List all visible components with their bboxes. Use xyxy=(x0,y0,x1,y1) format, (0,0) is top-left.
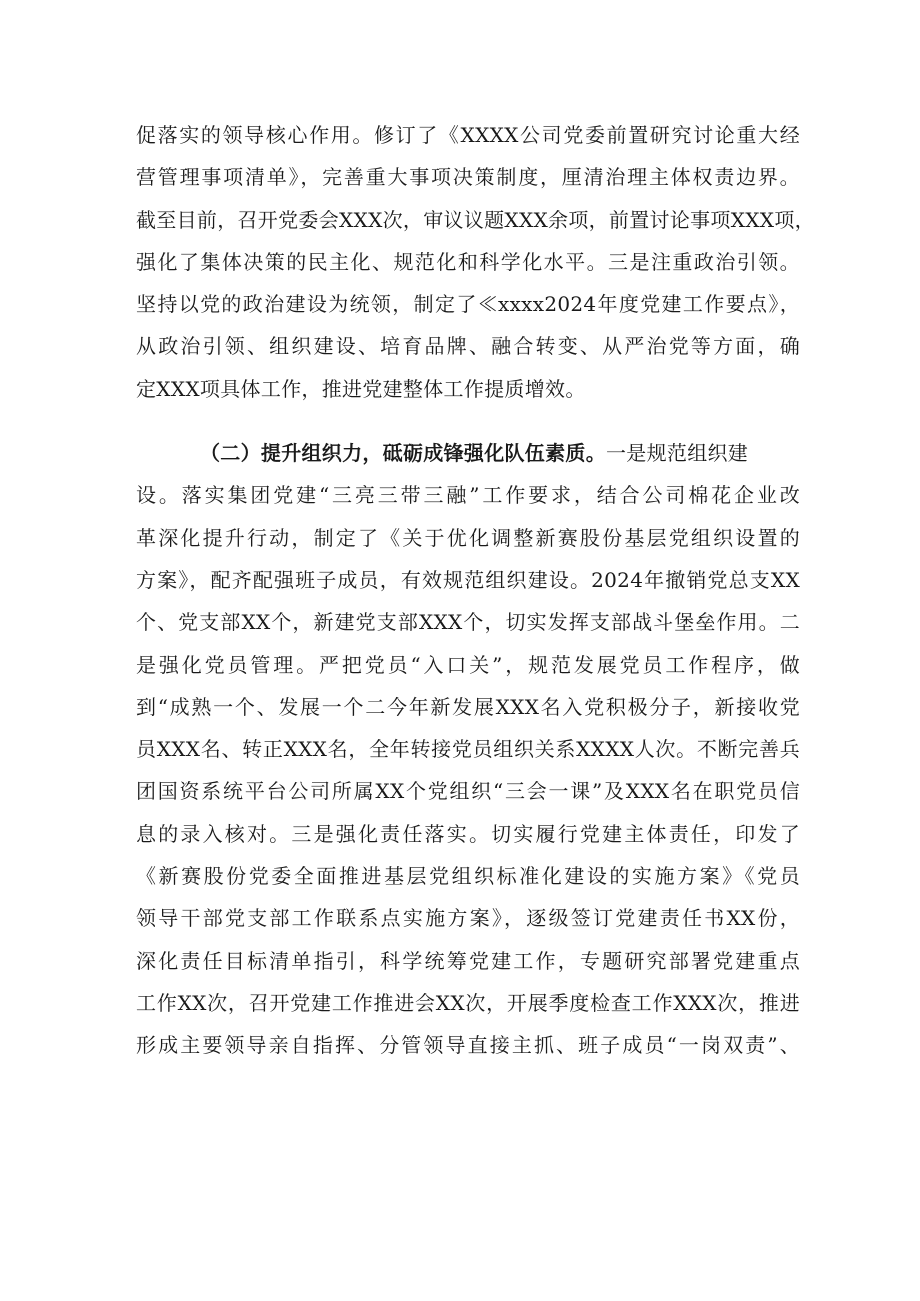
paragraph-line: 形成主要领导亲自指挥、分管领导直接主抓、班子成员“一岗双责”、 xyxy=(136,1033,800,1058)
paragraph-line: 设。落实集团党建“三亮三带三融”工作要求，结合公司棉花企业改 xyxy=(136,483,800,508)
paragraph-line: 是强化党员管理。严把党员“入口关”，规范发展党员工作程序，做 xyxy=(136,652,800,677)
paragraph-line: 工作XX次，召开党建工作推进会XX次，开展季度检查工作XXX次，推进 xyxy=(136,990,800,1015)
paragraph-line: 息的录入核对。三是强化责任落实。切实履行党建主体责任，印发了 xyxy=(136,821,800,846)
paragraph-line: 个、党支部XX个，新建党支部XXX个，切实发挥支部战斗堡垒作用。二 xyxy=(136,610,800,635)
paragraph-line: 革深化提升行动，制定了《关于优化调整新赛股份基层党组织设置的 xyxy=(136,525,800,550)
paragraph-line: 《新赛股份党委全面推进基层党组织标准化建设的实施方案》《党员 xyxy=(136,864,800,889)
paragraph-line: 从政治引领、组织建设、培育品牌、融合转变、从严治党等方面，确 xyxy=(136,334,800,359)
heading-continuation: 一是规范组织建 xyxy=(606,441,749,466)
paragraph-first-line xyxy=(136,432,800,474)
document-body xyxy=(136,114,815,1067)
paragraph-line: 促落实的领导核心作用。修订了《XXXX公司党委前置研究讨论重大经 xyxy=(136,123,800,147)
paragraph-line: 团国资系统平台公司所属XX个党组织“三会一课”及XXX名在职党员信 xyxy=(136,779,800,804)
paragraph-gap xyxy=(136,410,800,432)
paragraph-2 xyxy=(136,432,800,1066)
paragraph-line: 员XXX名、转正XXX名，全年转接党员组织关系XXXX人次。不断完善兵 xyxy=(136,737,800,762)
paragraph-line: 方案》，配齐配强班子成员，有效规范组织建设。2024年撤销党总支XX xyxy=(136,567,800,592)
paragraph-line: 坚持以党的政治建设为统领，制定了≪xxxx2024年度党建工作要点》， xyxy=(136,292,800,317)
paragraph-line: 领导干部党支部工作联系点实施方案》，逐级签订党建责任书XX份， xyxy=(136,906,800,931)
paragraph-line: 定XXX项具体工作，推进党建整体工作提质增效。 xyxy=(136,376,586,401)
paragraph-line: 营管理事项清单》，完善重大事项决策制度，厘清治理主体权责边界。 xyxy=(136,165,800,190)
paragraph-1 xyxy=(136,114,815,410)
paragraph-line: 截至目前，召开党委会XXX次，审议议题XXX余项，前置讨论事项XXX项， xyxy=(136,207,815,232)
paragraph-line: 到“成熟一个、发展一个二今年新发展XXX名入党积极分子，新接收党 xyxy=(136,694,800,719)
section-heading: （二）提升组织力，砥砺成锋强化队伍素质。 xyxy=(200,441,606,466)
paragraph-line: 强化了集体决策的民主化、规范化和科学化水平。三是注重政治引领。 xyxy=(136,249,800,274)
paragraph-line: 深化责任目标清单指引，科学统筹党建工作，专题研究部署党建重点 xyxy=(136,948,800,973)
